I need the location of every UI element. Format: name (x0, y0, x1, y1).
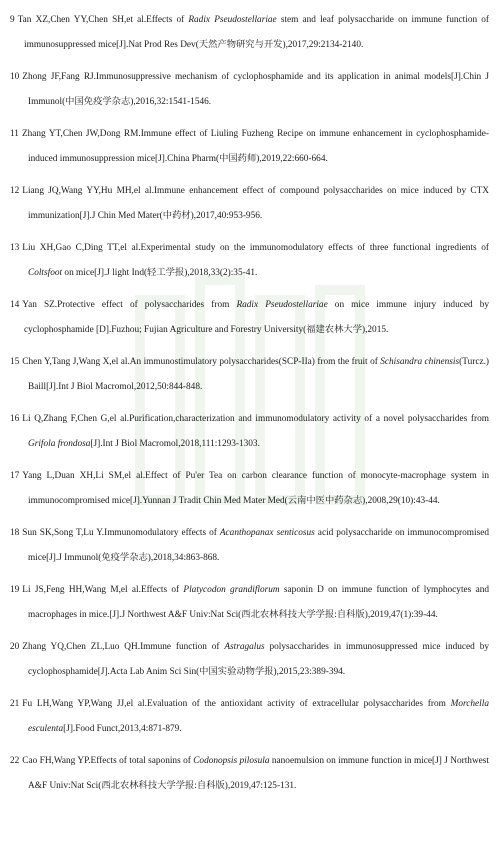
reference-number: 9 (10, 15, 15, 25)
reference-text: stem and leaf polysaccharide on immune function of immunosuppressed mice[J].Nat Prod Res Dev(天然产物研究与开发),2017,29:2134-2140. (24, 15, 489, 50)
reference-number: 20 (10, 642, 20, 652)
reference-text: [J].Int J Biol Macromol,2018,111:1293-1303. (90, 439, 260, 449)
reference-item (0, 8, 498, 58)
reference-text: Cao FH,Wang YP.Effects of total saponins of (22, 756, 194, 766)
reference-text: on mice immune injury induced by cyclophosphamide [D].Fuzhou; Fujian Agriculture and Forestry University(福建农林大学),2015. (24, 300, 490, 335)
reference-item (0, 179, 498, 229)
reference-italic: Radix Pseudostellariae (188, 15, 277, 25)
reference-italic: Acanthopanax senticosus (219, 528, 315, 538)
reference-number: 15 (10, 357, 20, 367)
reference-item (0, 692, 498, 742)
reference-text: Zhang YQ,Chen ZL,Luo QH.Immune function of (22, 642, 225, 652)
reference-list (0, 8, 498, 806)
reference-text: [J].Food Funct,2013,4:871-879. (63, 724, 182, 734)
reference-text: Liang JQ,Wang YY,Hu MH,el al.Immune enhancement effect of compound polysaccharides on mice induced by CTX immunization[J].J Chin Med Mater(中药材),2017,40:953-956. (22, 186, 489, 221)
reference-number: 22 (10, 756, 20, 766)
reference-text: (Turcz.) Baill[J].Int J Biol Macromol,2012,50:844-848. (28, 357, 489, 392)
reference-item (0, 350, 498, 400)
reference-number: 16 (10, 414, 20, 424)
reference-text: on mice[J].J light Ind(轻工学报),2018,33(2):35-41. (62, 268, 258, 278)
reference-text: Yan SZ.Protective effect of polysaccharides from (22, 300, 237, 310)
reference-item (0, 464, 498, 514)
reference-italic: Astragalus (224, 642, 265, 652)
reference-italic: Grifola frondosa (28, 439, 91, 449)
reference-text: acid polysaccharide on immunocompromised mice[J].J Immunol(免疫学杂志),2018,34:863-868. (28, 528, 489, 563)
reference-italic: Radix Pseudostellariae (236, 300, 328, 310)
reference-number: 18 (10, 528, 20, 538)
reference-text: Yang L,Duan XH,Li SM,el al.Effect of Pu'er Tea on carbon clearance function of monocyte-macrophage system in immunocompromised mice[J].Yunnan J Tradit Chin Med Mater Med(云南中医中药杂志),2008,29(10):43-44. (22, 471, 489, 506)
reference-item (0, 578, 498, 628)
reference-item (0, 635, 498, 685)
reference-item (0, 122, 498, 172)
reference-text: Sun SK,Song T,Lu Y.Immunomodulatory effects of (22, 528, 220, 538)
reference-text: Chen Y,Tang J,Wang X,el al.An immunostimulatory polysaccharides(SCP-IIa) from the fruit of (22, 357, 381, 367)
reference-text: Fu LH,Wang YP,Wang JJ,el al.Evaluation of the antioxidant activity of extracellular polysaccharides from (22, 699, 451, 709)
reference-text: Liu XH,Gao C,Ding TT,el al.Experimental study on the immunomodulatory effects of three functional ingredients of (22, 243, 489, 253)
reference-text: Tan XZ,Chen YY,Chen SH,et al.Effects of (17, 15, 189, 25)
reference-number: 10 (10, 72, 20, 82)
reference-text: polysaccharides in immunosuppressed mice induced by cyclophosphamide[J].Acta Lab Anim Sci Sin(中国实验动物学报),2015,23:389-394. (28, 642, 489, 677)
reference-item (0, 407, 498, 457)
reference-item (0, 293, 498, 343)
reference-item (0, 65, 498, 115)
reference-number: 14 (10, 300, 20, 310)
reference-italic: Schisandra chinensis (380, 357, 460, 367)
reference-number: 17 (10, 471, 20, 481)
reference-text: nanoemulsion on immune function in mice[J] J Northwest A&F Univ:Nat Sci(西北农林科技大学学报:自科版),2019,47:125-131. (28, 756, 489, 791)
reference-number: 21 (10, 699, 20, 709)
reference-text: Li JS,Feng HH,Wang M,el al.Effects of (22, 585, 184, 595)
reference-text: saponin D on immune function of lymphocytes and macrophages in mice.[J].J Northwest A&F Univ:Nat Sci(西北农林科技大学学报:自科版),2019,47(1):39-44. (28, 585, 489, 620)
reference-text: Zhong JF,Fang RJ.Immunosuppressive mechanism of cyclophosphamide and its application in animal models[J].Chin J Immunol(中国免疫学杂志),2016,32:1541-1546. (22, 72, 489, 107)
reference-number: 13 (10, 243, 20, 253)
reference-text: Li Q,Zhang F,Chen G,el al.Purification,characterization and immunomodulatory activity of a novel polysaccharides from (22, 414, 489, 424)
reference-number: 12 (10, 186, 20, 196)
reference-italic: Morchella esculenta (28, 699, 489, 734)
reference-number: 11 (10, 129, 19, 139)
reference-text: Zhang YT,Chen JW,Dong RM.Immune effect of Liuling Fuzheng Recipe on immune enhancement in cyclophosphamide-induced immunosuppression mice[J].China Pharm(中国药师),2019,22:660-664. (21, 129, 489, 164)
reference-item (0, 749, 498, 799)
reference-italic: Codonopsis pilosula (193, 756, 270, 766)
reference-italic: Coltsfoot (28, 268, 63, 278)
reference-italic: Platycodon grandiflorum (183, 585, 280, 595)
reference-number: 19 (10, 585, 20, 595)
reference-item (0, 236, 498, 286)
reference-item (0, 521, 498, 571)
